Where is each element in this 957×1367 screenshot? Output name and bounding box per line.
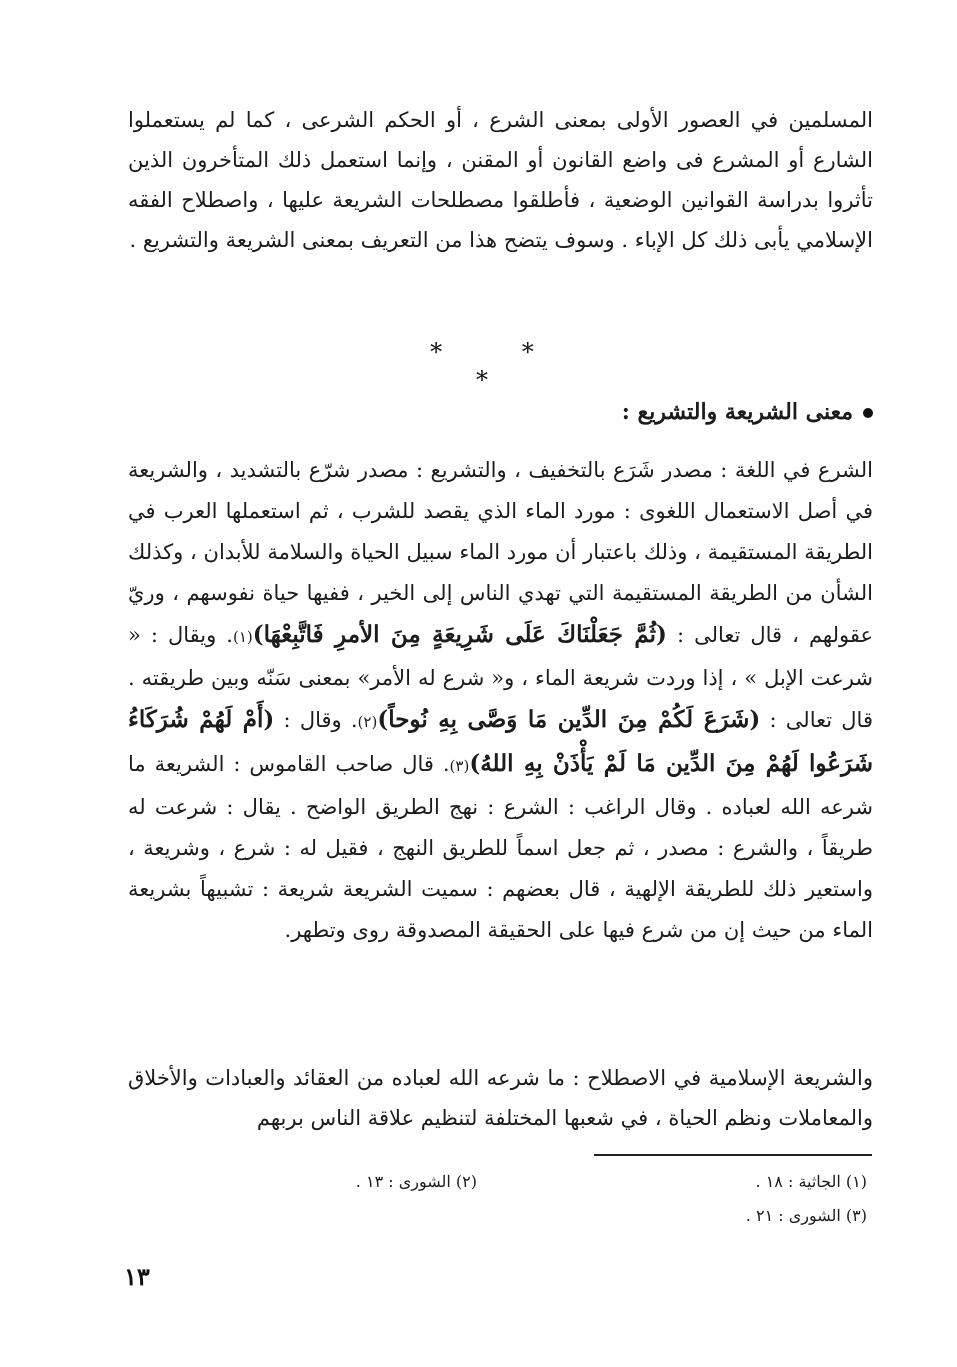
bullet-icon (863, 408, 873, 418)
footnote-ref-2: (٢) (357, 713, 378, 731)
quran-verse-1: (ثُمَّ جَعَلْنَاكَ عَلَى شَرِيعَةٍ مِنَ الأمرِ فَاتَّبِعْهَا) (252, 621, 667, 648)
intro-paragraph: المسلمين في العصور الأولى بمعنى الشرع ، أو الحكم الشرعى ، كما لم يستعملوا الشارع أو المشرع فى واضع القانون أو المقنن ، وإنما استعمل ذلك المتأخرون الذين تأثروا بدراسة القوانين الوضعية ، فأطلقوا مصطلحات الشريعة عليها ، واصطلاح الفقه الإسلامي يأبى ذلك كل الإباء . وسوف يتضح هذا من التعريف بمعنى الشريعة والتشريع . (128, 108, 873, 252)
meaning-text-4: . قال صاحب القاموس : الشريعة ما شرعه الله لعباده . وقال الراغب : الشرع : نهج الطريق الواضح . يقال : شرعت له طريقاً ، والشرع : مصدر ، ثم جعل اسماً للطريق النهج ، فقيل له : شرع ، وشريعة ، واستعير ذلك للطريقة الإلهية ، قال بعضهم : سميت الشريعة شريعة : تشبيهاً بشريعة الماء من حيث إن من شرع فيها على الحقيقة المصدوقة روى وتطهر. (128, 752, 873, 942)
meaning-text-3: . وقال : (283, 708, 358, 732)
page-number: ١٣ (124, 1262, 150, 1291)
footnote-ref-3: (٣) (449, 757, 470, 775)
meaning-text-1: الشرع في اللغة : مصدر شَرَع بالتخفيف ، والتشريع : مصدر شرّع بالتشديد ، والشريعة في أصل الاستعمال اللغوى : مورد الماء الذي يقصد للشرب ، ثم استعملها العرب في الطريقة المستقيمة ، وذلك باعتبار أن مورد الماء سبيل الحياة والسلامة للأبدان ، وكذلك الشأن من الطريقة المستقيمة التي تهدي الناس إلى الخير ، ففيها حياة نفوسهم ، وريّ عقولهم ، قال تعالى : (128, 458, 873, 647)
quran-verse-3: (أَمْ لَهُمْ شُرَكَاءُ شَرَعُوا لَهُمْ مِنَ الدِّين مَا لَمْ يَأْذَنْ بِهِ اللهُ) (128, 706, 873, 777)
footnote-1: (١) الجاثية : ١٨ . (755, 1172, 867, 1191)
meaning-paragraph (128, 450, 873, 1035)
section-heading-text: معنى الشريعة والتشريع : (621, 399, 853, 425)
meaning-text-2: . ويقال : « شرعت الإبل » ، إذا وردت شريعة الماء ، و« شرع له الأمر» بمعنى سَنّه وبين طريقته . قال تعالى : (128, 623, 873, 732)
quran-verse-2: (شَرَعَ لَكُمْ مِنَ الدِّين مَا وَصَّى بِهِ نُوحاً) (377, 706, 761, 733)
section-heading (128, 392, 873, 432)
footnote-ref-1: (١) (232, 628, 253, 646)
footnote-2: (٢) الشورى : ١٣ . (355, 1172, 477, 1191)
footnote-divider (594, 1154, 872, 1156)
section-separator: * * * (430, 338, 570, 394)
footnote-3: (٣) الشورى : ٢١ . (745, 1206, 867, 1225)
definition-paragraph: والشريعة الإسلامية في الاصطلاح : ما شرعه الله لعباده من العقائد والعبادات والأخلاق والمعاملات ونظم الحياة ، في شعبها المختلفة لتنظيم علاقة الناس بربهم (128, 1066, 873, 1130)
